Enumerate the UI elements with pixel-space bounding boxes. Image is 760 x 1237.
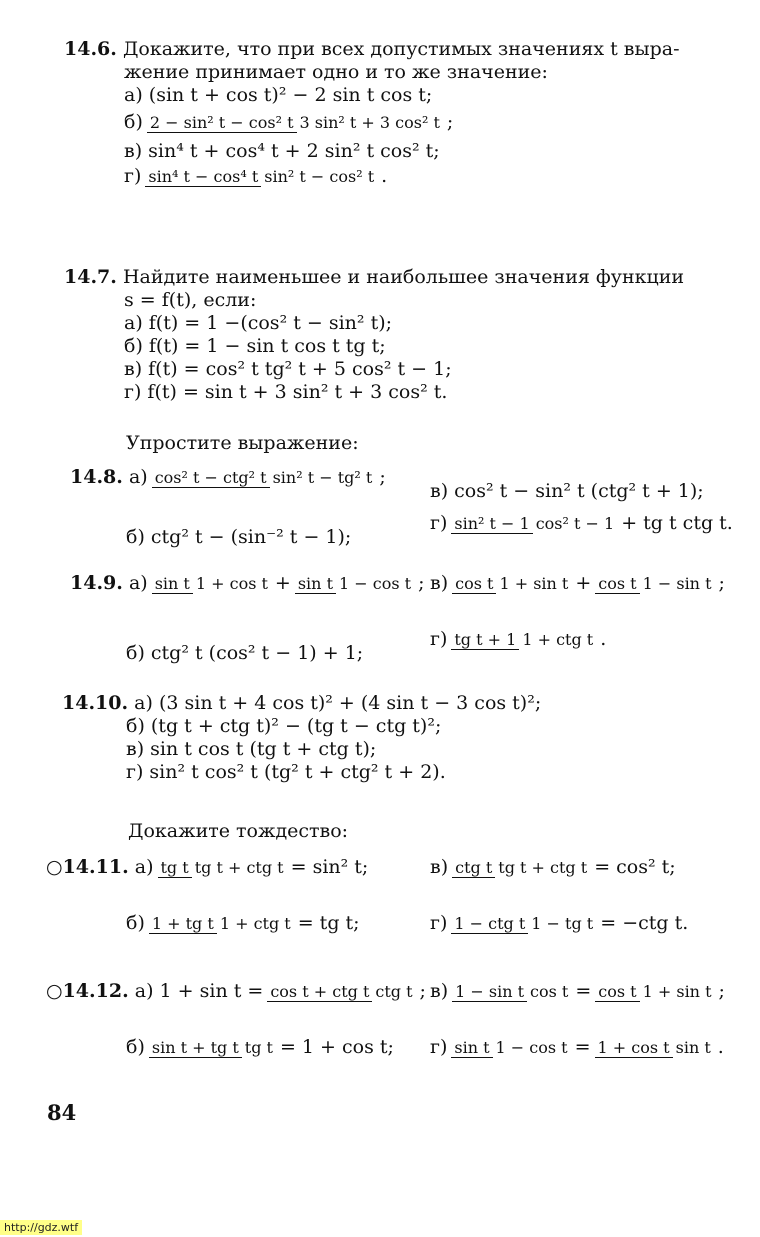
problem-14-8-a: 14.8. а) cos² t − ctg² t sin² t − tg² t ; xyxy=(70,466,386,488)
fraction: 1 − sin t cos t xyxy=(452,980,571,1003)
item-g: г) sin⁴ t − cos⁴ t sin² t − cos² t . xyxy=(124,165,388,187)
problem-14-11-b: б) 1 + tg t 1 + ctg t = tg t; xyxy=(126,912,360,934)
fraction: 1 − ctg t 1 − tg t xyxy=(451,912,596,935)
problem-14-9-b: б) ctg² t (cos² t − 1) + 1; xyxy=(126,642,364,664)
problem-text: жение принимает одно и то же значение: xyxy=(124,61,548,83)
watermark-link[interactable]: http://gdz.wtf xyxy=(0,1220,82,1235)
item-b: б) (tg t + ctg t)² − (tg t − ctg t)²; xyxy=(126,715,442,737)
section-heading-prove: Докажите тождество: xyxy=(128,820,349,842)
fraction: cos² t − ctg² t sin² t − tg² t xyxy=(152,466,376,489)
problem-14-9-g: г) tg t + 1 1 + ctg t . xyxy=(430,628,607,650)
fraction: sin t 1 − cos t xyxy=(451,1036,570,1059)
problem-number: 14.9. xyxy=(70,572,123,594)
problem-number: 14.8. xyxy=(70,466,123,488)
fraction: cos t 1 − sin t xyxy=(595,572,714,595)
fraction: sin t 1 + cos t xyxy=(152,572,271,595)
problem-number: 14.10. xyxy=(62,692,129,714)
fraction: sin t 1 − cos t xyxy=(295,572,414,595)
item-a: а) (sin t + cos t)² − 2 sin t cos t; xyxy=(124,84,433,106)
fraction: ctg t tg t + ctg t xyxy=(452,856,590,879)
problem-14-11-v: в) ctg t tg t + ctg t = cos² t; xyxy=(430,856,676,878)
item-a: а) f(t) = 1 −(cos² t − sin² t); xyxy=(124,312,393,334)
item-g: г) f(t) = sin t + 3 sin² t + 3 cos² t. xyxy=(124,381,448,403)
problem-14-9-a: 14.9. а) sin t 1 + cos t + sin t 1 − cos t ; xyxy=(70,572,425,594)
problem-14-12-v: в) 1 − sin t cos t = cos t 1 + sin t ; xyxy=(430,980,725,1002)
item-b: б) f(t) = 1 − sin t cos t tg t; xyxy=(124,335,386,357)
fraction: sin t + tg t tg t xyxy=(149,1036,276,1059)
fraction: sin⁴ t − cos⁴ t sin² t − cos² t xyxy=(145,165,377,188)
problem-14-9-v: в) cos t 1 + sin t + cos t 1 − sin t ; xyxy=(430,572,725,594)
item-g: г) sin² t cos² t (tg² t + ctg² t + 2). xyxy=(126,761,446,783)
problem-14-6 xyxy=(64,38,680,188)
fraction: tg t tg t + ctg t xyxy=(158,856,287,879)
problem-number: 14.6. xyxy=(64,38,117,60)
item-v: в) sin t cos t (tg t + ctg t); xyxy=(126,738,377,760)
fraction: cos t + ctg t ctg t xyxy=(267,980,415,1003)
problem-14-12-g: г) sin t 1 − cos t = 1 + cos t sin t . xyxy=(430,1036,724,1058)
fraction: cos t 1 + sin t xyxy=(595,980,714,1003)
problem-14-8-b: б) ctg² t − (sin⁻² t − 1); xyxy=(126,526,352,548)
problem-14-10 xyxy=(62,692,541,784)
fraction: 1 + cos t sin t xyxy=(595,1036,714,1059)
problem-text: Найдите наименьшее и наибольшее значения функции xyxy=(122,266,685,288)
problem-14-12-b: б) sin t + tg t tg t = 1 + cos t; xyxy=(126,1036,394,1058)
fraction: 1 + tg t 1 + ctg t xyxy=(149,912,294,935)
problem-text: Докажите, что при всех допустимых значениях t выра- xyxy=(122,38,680,60)
section-heading-simplify: Упростите выражение: xyxy=(126,432,359,454)
problem-text: s = f(t), если: xyxy=(124,289,257,311)
item-b: б) 2 − sin² t − cos² t 3 sin² t + 3 cos² t ; xyxy=(124,111,454,133)
problem-14-8-g: г) sin² t − 1 cos² t − 1 + tg t ctg t. xyxy=(430,512,733,534)
fraction: cos t 1 + sin t xyxy=(452,572,571,595)
fraction: 2 − sin² t − cos² t 3 sin² t + 3 cos² t xyxy=(147,111,443,134)
item-v: в) sin⁴ t + cos⁴ t + 2 sin² t cos² t; xyxy=(124,140,440,162)
problem-14-8-v: в) cos² t − sin² t (ctg² t + 1); xyxy=(430,480,704,502)
problem-number: ○14.12. xyxy=(46,980,129,1002)
problem-number: ○14.11. xyxy=(46,856,129,878)
problem-14-7 xyxy=(64,266,684,404)
fraction: tg t + 1 1 + ctg t xyxy=(451,628,596,651)
problem-14-11-a: ○14.11. а) tg t tg t + ctg t = sin² t; xyxy=(46,856,369,878)
problem-14-11-g: г) 1 − ctg t 1 − tg t = −ctg t. xyxy=(430,912,689,934)
page-number: 84 xyxy=(47,1100,77,1125)
fraction: sin² t − 1 cos² t − 1 xyxy=(451,512,617,535)
item-v: в) f(t) = cos² t tg² t + 5 cos² t − 1; xyxy=(124,358,452,380)
problem-14-12-a: ○14.12. а) 1 + sin t = cos t + ctg t ctg t ; xyxy=(46,980,426,1002)
problem-number: 14.7. xyxy=(64,266,117,288)
item-a: а) (3 sin t + 4 cos t)² + (4 sin t − 3 cos t)²; xyxy=(134,692,542,714)
